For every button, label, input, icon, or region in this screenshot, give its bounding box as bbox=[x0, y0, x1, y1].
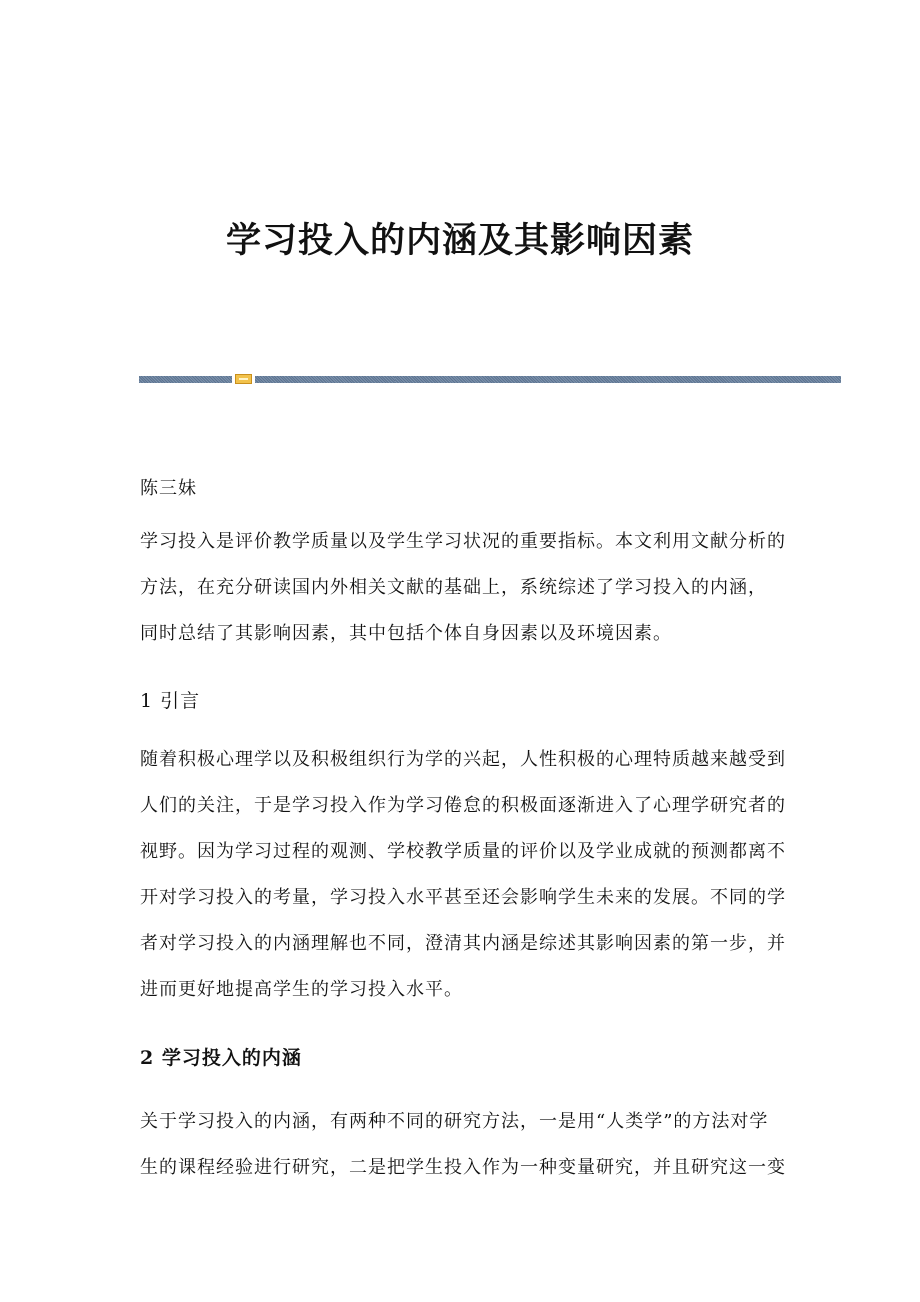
document-title: 学习投入的内涵及其影响因素 bbox=[225, 220, 694, 261]
abstract-line: 同时总结了其影响因素，其中包括个体自身因素以及环境因素。 bbox=[140, 623, 672, 644]
section-heading-intro: 1 引言 bbox=[140, 690, 201, 712]
title-divider bbox=[139, 374, 841, 384]
author-name: 陈三妹 bbox=[140, 478, 197, 499]
paragraph-line: 视野。因为学习过程的观测、学校教学质量的评价以及学业成就的预测都离不 bbox=[140, 841, 786, 862]
abstract-line: 方法，在充分研读国内外相关文献的基础上，系统综述了学习投入的内涵， bbox=[140, 577, 767, 598]
abstract-line: 学习投入是评价教学质量以及学生学习状况的重要指标。本文利用文献分析的 bbox=[140, 531, 786, 552]
divider-bar-right bbox=[395, 376, 841, 383]
paragraph-line: 生的课程经验进行研究，二是把学生投入作为一种变量研究，并且研究这一变 bbox=[140, 1157, 786, 1178]
divider-bar-middle bbox=[255, 376, 395, 383]
paragraph-line: 者对学习投入的内涵理解也不同，澄清其内涵是综述其影响因素的第一步，并 bbox=[140, 933, 786, 954]
section-heading-connotation: 2 学习投入的内涵 bbox=[140, 1047, 302, 1069]
intro-paragraph bbox=[140, 737, 786, 1013]
connotation-paragraph bbox=[140, 1099, 786, 1191]
paragraph-line: 进而更好地提高学生的学习投入水平。 bbox=[140, 979, 463, 1000]
paragraph-line: 关于学习投入的内涵，有两种不同的研究方法，一是用“人类学”的方法对学 bbox=[140, 1111, 769, 1132]
paragraph-line: 人们的关注，于是学习投入作为学习倦怠的积极面逐渐进入了心理学研究者的 bbox=[140, 795, 786, 816]
paragraph-line: 随着积极心理学以及积极组织行为学的兴起，人性积极的心理特质越来越受到 bbox=[140, 749, 786, 770]
paragraph-line: 开对学习投入的考量，学习投入水平甚至还会影响学生未来的发展。不同的学 bbox=[140, 887, 786, 908]
divider-bar-left bbox=[139, 376, 232, 383]
abstract-paragraph bbox=[140, 519, 790, 657]
divider-ornament-icon bbox=[235, 374, 252, 384]
